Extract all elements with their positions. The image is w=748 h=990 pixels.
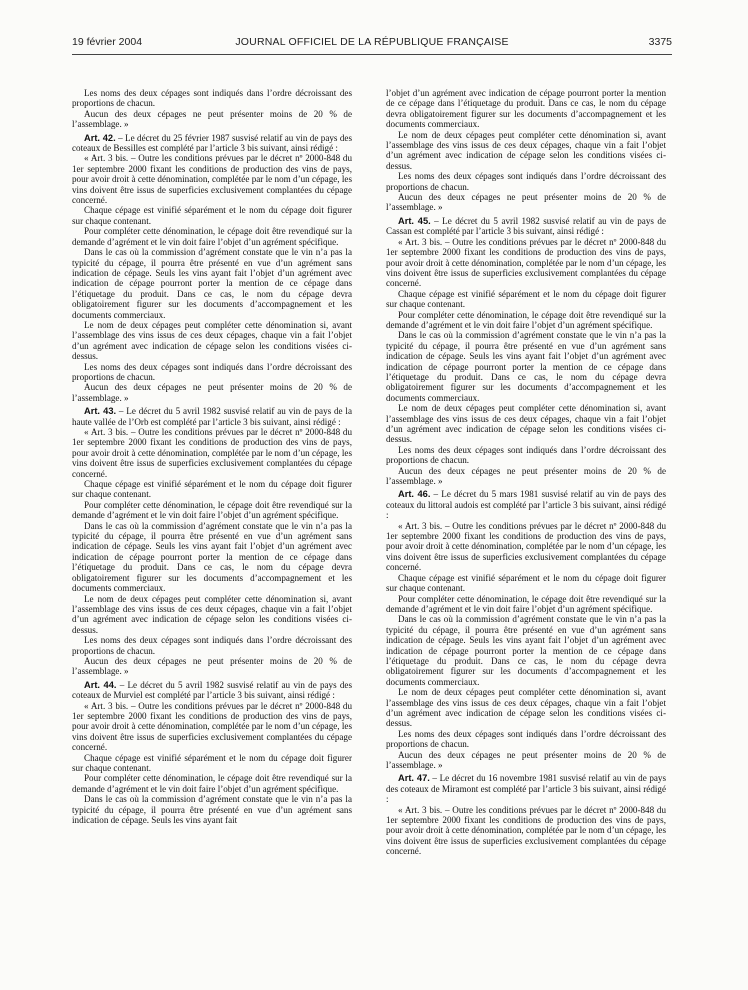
body-paragraph (386, 594, 666, 615)
paragraph-text: Aucun des deux cépages ne peut présenter moins de 20 % de l’assemblage. » (72, 382, 352, 403)
paragraph-text: Les noms des deux cépages sont indiqués dans l’ordre décroissant des proportions de chacun. (386, 728, 666, 750)
article-number: Art. 46. (398, 489, 431, 500)
paragraph-text: Dans le cas où la commission d’agrément constate que le vin n’a pas la typicité du cépage, il pourra être présenté en vue d’un agrément sans indication de cépage. Seuls les vins ayant fait l’objet d’un agrément avec indication de cépage pourront porter la mention de ce cépage dans l’étiquetage du produit. Dans ce cas, le nom du cépage devra obligatoirement figurer sur les documents d’accompagnement et les documents commerciaux. (72, 520, 352, 594)
paragraph-text: Les noms des deux cépages sont indiqués dans l’ordre décroissant des proportions de chacun. (72, 361, 352, 382)
paragraph-text: Les noms des deux cépages sont indiqués dans l’ordre décroissant des proportions de chacun. (72, 635, 352, 656)
body-paragraph (72, 153, 352, 205)
paragraph-text: Pour compléter cette dénomination, le cépage doit être revendiqué sur la demande d’agrément et le vin doit faire l’objet d’un agrément spécifique. (386, 309, 666, 330)
paragraph-text: Pour compléter cette dénomination, le cépage doit être revendiqué sur la demande d’agrément et le vin doit faire l’objet d’un agrément spécifique. (72, 773, 352, 794)
paragraph-text: Dans le cas où la commission d’agrément constate que le vin n’a pas la typicité du cépage, il pourra être présenté en vue d’un agrément sans indication de cépage. Seuls les vins ayant fait l’objet d’un agrément avec indication de cépage pourront porter la mention de ce cépage dans l’étiquetage du produit. Dans ce cas, le nom du cépage devra obligatoirement figurer sur les documents d’accompagnement et les documents commerciaux. (386, 614, 666, 687)
paragraph-text: Le nom de deux cépages peut compléter cette dénomination si, avant l’assemblage des vins issus de ces deux cépages, chaque vin a fait l’objet d’un agrément avec indication de cépage selon les conditions visées ci-dessus. (72, 593, 352, 635)
body-paragraph (72, 226, 352, 247)
paragraph-text: Chaque cépage est vinifié séparément et le nom du cépage doit figurer sur chaque contenant. (72, 752, 352, 773)
paragraph-text: Pour compléter cette dénomination, le cépage doit être revendiqué sur la demande d’agrément et le vin doit faire l’objet d’un agrément spécifique. (72, 499, 352, 521)
article-number: Art. 42. (84, 132, 116, 143)
paragraph-text: Le nom de deux cépages peut compléter cette dénomination si, avant l’assemblage des vins issus de ces deux cépages, chaque vin a fait l’objet d’un agrément avec indication de cépage selon les conditions visées ci-dessus. (386, 403, 666, 445)
body-paragraph (386, 614, 666, 687)
paragraph-text: « Art. 3 bis. – Outre les conditions prévues par le décret nº 2000-848 du 1er septembre 2000 fixant les conditions de production des vins de pays, pour avoir droit à cette dénomination, complétée par le nom d’un cépage, les vins doivent être issus de superficies exclusivement complantées du cépage concerné. (386, 804, 666, 857)
header-date: 19 février 2004 (72, 36, 143, 48)
body-paragraph (386, 445, 666, 466)
article-paragraph (386, 489, 666, 520)
body-paragraph (72, 521, 352, 594)
body-paragraph (386, 573, 666, 594)
article-paragraph (386, 773, 666, 804)
body-paragraph (386, 687, 666, 729)
body-paragraph (72, 753, 352, 774)
body-paragraph (72, 320, 352, 362)
paragraph-text: Le nom de deux cépages peut compléter cette dénomination si, avant l’assemblage des vins issus de ces deux cépages, chaque vin a fait l’objet d’un agrément avec indication de cépage selon les conditions visées ci-dessus. (386, 687, 666, 729)
paragraph-text: Pour compléter cette dénomination, le cépage doit être revendiqué sur la demande d’agrément et le vin doit faire l’objet d’un agrément spécifique. (386, 593, 666, 614)
body-paragraph (386, 750, 666, 771)
article-number: Art. 45. (398, 215, 431, 226)
paragraph-text: Les noms des deux cépages sont indiqués dans l’ordre décroissant des proportions de chacun. (386, 444, 666, 466)
paragraph-text: Aucun des deux cépages ne peut présenter moins de 20 % de l’assemblage. » (72, 108, 352, 130)
paragraph-text: Chaque cépage est vinifié séparément et le nom du cépage doit figurer sur chaque contenant. (386, 288, 666, 310)
body-paragraph (72, 205, 352, 226)
right-column (386, 88, 666, 974)
paragraph-text: – Le décret du 16 novembre 1981 susvisé relatif au vin de pays des coteaux de Miramont est complété par l’article 3 bis suivant, ainsi rédigé : (386, 773, 666, 805)
paragraph-text: – Le décret du 5 avril 1982 susvisé relatif au vin de pays de Cassan est complété par l’article 3 bis suivant, ainsi rédigé : (386, 215, 666, 237)
paragraph-text: Aucun des deux cépages ne peut présenter moins de 20 % de l’assemblage. » (386, 192, 666, 213)
paragraph-text: « Art. 3 bis. – Outre les conditions prévues par le décret nº 2000-848 du 1er septembre 2000 fixant les conditions de production des vins de pays, pour avoir droit à cette dénomination, complétée par le nom d’un cépage, les vins doivent être issus de superficies exclusivement complantées du cépage concerné. (72, 153, 352, 206)
article-number: Art. 43. (84, 406, 117, 417)
paragraph-text: – Le décret du 25 février 1987 susvisé relatif au vin de pays des coteaux de Bessilles est complété par l’article 3 bis suivant, ainsi rédigé : (72, 132, 352, 154)
paragraph-text: « Art. 3 bis. – Outre les conditions prévues par le décret nº 2000-848 du 1er septembre 2000 fixant les conditions de production des vins de pays, pour avoir droit à cette dénomination, complétée par le nom d’un cépage, les vins doivent être issus de superficies exclusivement complantées du cépage concerné. (386, 520, 666, 573)
body-paragraph (386, 237, 666, 289)
body-paragraph (72, 382, 352, 403)
paragraph-text: Les noms des deux cépages sont indiqués dans l’ordre décroissant des proportions de chacun. (72, 88, 352, 109)
paragraph-text: Dans le cas où la commission d’agrément constate que le vin n’a pas la typicité du cépage, il pourra être présenté en vue d’un agrément sans indication de cépage. Seuls les vins ayant fait l’objet d’un agrément avec indication de cépage pourront porter la mention de ce cépage dans l’étiquetage du produit. Dans ce cas, le nom du cépage devra obligatoirement figurer sur les documents d’accompagnement et les documents commerciaux. (72, 247, 352, 320)
body-paragraph (386, 330, 666, 403)
paragraph-text: Le nom de deux cépages peut compléter cette dénomination si, avant l’assemblage des vins issus de ces deux cépages, chaque vin a fait l’objet d’un agrément avec indication de cépage selon les conditions visées ci-dessus. (386, 129, 666, 171)
body-paragraph (72, 500, 352, 521)
body-paragraph (386, 88, 666, 130)
body-paragraph (72, 88, 352, 109)
body-paragraph (386, 403, 666, 445)
article-number: Art. 44. (84, 679, 117, 690)
left-column (72, 88, 352, 974)
body-paragraph (72, 773, 352, 794)
article-paragraph (386, 216, 666, 237)
paragraph-text: « Art. 3 bis. – Outre les conditions prévues par le décret nº 2000-848 du 1er septembre 2000 fixant les conditions de production des vins de pays, pour avoir droit à cette dénomination, complétée par le nom d’un cépage, les vins doivent être issus de superficies exclusivement complantées du cépage concerné. (72, 700, 352, 753)
paragraph-text: Le nom de deux cépages peut compléter cette dénomination si, avant l’assemblage des vins issus de ces deux cépages, chaque vin a fait l’objet d’un agrément avec indication de cépage selon les conditions visées ci-dessus. (72, 319, 352, 362)
article-paragraph (72, 406, 352, 427)
body-paragraph (386, 192, 666, 213)
body-paragraph (72, 594, 352, 636)
body-paragraph (72, 427, 352, 479)
body-paragraph (386, 466, 666, 487)
journal-title: JOURNAL OFFICIEL DE LA RÉPUBLIQUE FRANÇAISE (235, 36, 509, 48)
article-paragraph (72, 133, 352, 154)
body-paragraph (72, 656, 352, 677)
header-rule (72, 54, 672, 55)
body-paragraph (72, 479, 352, 500)
paragraph-text: Chaque cépage est vinifié séparément et le nom du cépage doit figurer sur chaque contenant. (72, 479, 352, 500)
body-paragraph (72, 701, 352, 753)
body-paragraph (386, 130, 666, 172)
body-paragraph (72, 247, 352, 320)
paragraph-text: « Art. 3 bis. – Outre les conditions prévues par le décret nº 2000-848 du 1er septembre 2000 fixant les conditions de production des vins de pays, pour avoir droit à cette dénomination, complétée par le nom d’un cépage, les vins doivent être issus de superficies exclusivement complantées du cépage concerné. (386, 236, 666, 289)
paragraph-text: Les noms des deux cépages sont indiqués dans l’ordre décroissant des proportions de chacun. (386, 171, 666, 192)
paragraph-text: Pour compléter cette dénomination, le cépage doit être revendiqué sur la demande d’agrément et le vin doit faire l’objet d’un agrément spécifique. (72, 226, 352, 247)
body-paragraph (386, 729, 666, 750)
article-paragraph (72, 680, 352, 701)
article-number: Art. 47. (398, 773, 430, 784)
body-paragraph (386, 310, 666, 331)
paragraph-text: « Art. 3 bis. – Outre les conditions prévues par le décret nº 2000-848 du 1er septembre 2000 fixant les conditions de production des vins de pays, pour avoir droit à cette dénomination, complétée par le nom d’un cépage, les vins doivent être issus de superficies exclusivement complantées du cépage concerné. (72, 427, 352, 479)
body-paragraph (386, 289, 666, 310)
paragraph-text: – Le décret du 5 avril 1982 susvisé relatif au vin de pays de la haute vallée de l’Orb est complété par l’article 3 bis suivant, ainsi rédigé : (72, 406, 352, 427)
body-paragraph (72, 109, 352, 130)
paragraph-text: Dans le cas où la commission d’agrément constate que le vin n’a pas la typicité du cépage, il pourra être présenté en vue d’un agrément sans indication de cépage. Seuls les vins ayant fait l’objet d’un agrément avec indication de cépage pourront porter la mention de ce cépage dans l’étiquetage du produit. Dans ce cas, le nom du cépage devra obligatoirement figurer sur les documents d’accompagnement et les documents commerciaux. (386, 330, 666, 403)
paragraph-text: Aucun des deux cépages ne peut présenter moins de 20 % de l’assemblage. » (72, 655, 352, 677)
body-paragraph (72, 635, 352, 656)
body-paragraph (72, 362, 352, 383)
paragraph-text: Dans le cas où la commission d’agrément constate que le vin n’a pas la typicité du cépage, il pourra être présenté en vue d’un agrément sans indication de cépage. Seuls les vins ayant fait (72, 794, 352, 826)
body-paragraph (386, 521, 666, 573)
paragraph-text: Chaque cépage est vinifié séparément et le nom du cépage doit figurer sur chaque contenant. (386, 572, 666, 594)
paragraph-text: Aucun des deux cépages ne peut présenter moins de 20 % de l’assemblage. » (386, 465, 666, 487)
paragraph-text: Aucun des deux cépages ne peut présenter moins de 20 % de l’assemblage. » (386, 749, 666, 770)
body-paragraph (386, 805, 666, 857)
paragraph-text: – Le décret du 5 mars 1981 susvisé relatif au vin de pays des coteaux du littoral audois est complété par l’article 3 bis suivant, ainsi rédigé : (386, 489, 666, 521)
paragraph-text: Chaque cépage est vinifié séparément et le nom du cépage doit figurer sur chaque contenant. (72, 205, 352, 226)
paragraph-text: – Le décret du 5 avril 1982 susvisé relatif au vin de pays des coteaux de Murviel est complété par l’article 3 bis suivant, ainsi rédigé : (72, 679, 352, 701)
page-number: 3375 (648, 36, 672, 48)
body-paragraph (72, 794, 352, 825)
body-paragraph (386, 171, 666, 192)
paragraph-text: l’objet d’un agrément avec indication de cépage pourront porter la mention de ce cépage dans l’étiquetage du produit. Dans ce cas, le nom du cépage devra obligatoirement figurer sur les documents d’accompagnement et les documents commerciaux. (386, 88, 666, 130)
